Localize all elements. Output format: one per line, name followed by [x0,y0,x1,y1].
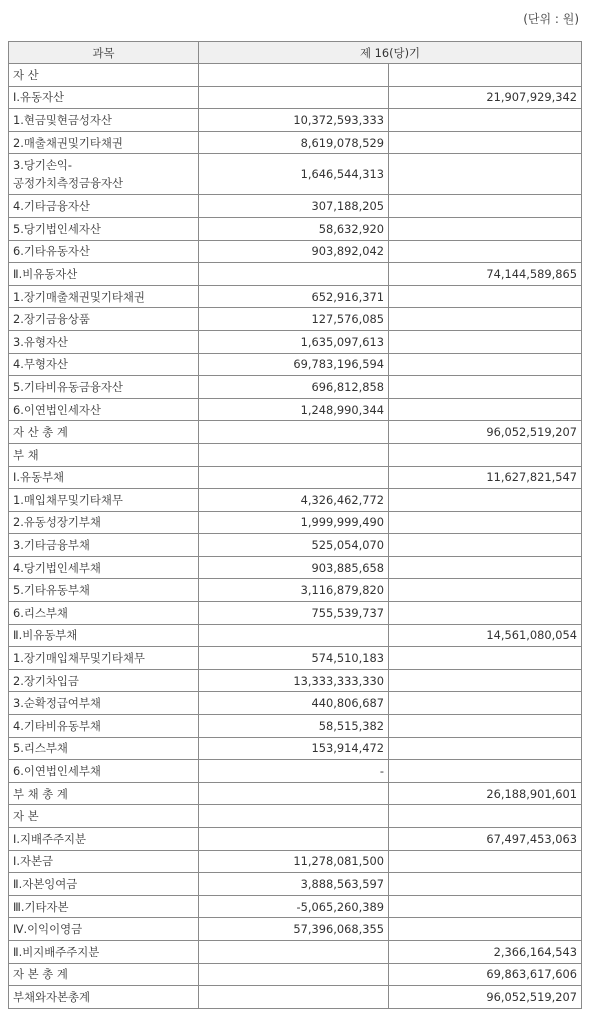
row-detail-amount: 11,278,081,500 [199,850,389,873]
table-row [9,669,582,692]
table-row [9,782,582,805]
row-detail-amount: 755,539,737 [199,602,389,625]
table-row [9,895,582,918]
row-detail-amount: 903,892,042 [199,240,389,263]
table-row [9,737,582,760]
row-label: 6.이연법인세자산 [9,398,199,421]
table-row [9,647,582,670]
row-total-amount [389,737,582,760]
header-period: 제 16(당)기 [199,42,582,64]
table-row [9,556,582,579]
row-total-amount [389,398,582,421]
row-detail-amount: 1,999,999,490 [199,511,389,534]
row-label: 4.무형자산 [9,353,199,376]
row-detail-amount: 58,632,920 [199,217,389,240]
row-label: 3.기타금융부채 [9,534,199,557]
row-label: 부채와자본총계 [9,986,199,1009]
table-row [9,86,582,109]
row-total-amount [389,895,582,918]
row-detail-amount [199,963,389,986]
table-row [9,534,582,557]
row-total-amount [389,873,582,896]
row-detail-amount: 3,888,563,597 [199,873,389,896]
table-row [9,64,582,87]
row-total-amount [389,647,582,670]
row-total-amount: 96,052,519,207 [389,986,582,1009]
row-label: 2.유동성장기부채 [9,511,199,534]
row-label: 6.기타유동자산 [9,240,199,263]
table-row [9,602,582,625]
row-total-amount [389,669,582,692]
row-label: 2.장기차입금 [9,669,199,692]
row-label: 부 채 [9,443,199,466]
row-label: Ⅰ.자본금 [9,850,199,873]
row-label: Ⅱ.비유동자산 [9,263,199,286]
row-detail-amount [199,64,389,87]
row-total-amount: 11,627,821,547 [389,466,582,489]
row-total-amount [389,715,582,738]
row-detail-amount: 58,515,382 [199,715,389,738]
row-total-amount [389,154,582,195]
row-label: Ⅲ.기타자본 [9,895,199,918]
row-detail-amount: 57,396,068,355 [199,918,389,941]
row-total-amount [389,511,582,534]
row-detail-amount: 307,188,205 [199,195,389,218]
row-detail-amount: 525,054,070 [199,534,389,557]
table-row [9,489,582,512]
row-total-amount [389,760,582,783]
row-detail-amount: 574,510,183 [199,647,389,670]
row-detail-amount: 1,248,990,344 [199,398,389,421]
row-detail-amount: 696,812,858 [199,376,389,399]
row-detail-amount [199,466,389,489]
table-row [9,308,582,331]
row-label: 4.기타금융자산 [9,195,199,218]
row-label: 3.순확정급여부채 [9,692,199,715]
table-row [9,873,582,896]
table-row [9,353,582,376]
row-label: 6.리스부채 [9,602,199,625]
row-total-amount [389,602,582,625]
row-total-amount: 69,863,617,606 [389,963,582,986]
row-label: 1.장기매출채권및기타채권 [9,285,199,308]
row-label: 5.기타비유동금융자산 [9,376,199,399]
row-detail-amount: 652,916,371 [199,285,389,308]
row-total-amount [389,285,582,308]
row-total-amount [389,534,582,557]
row-total-amount [389,195,582,218]
table-row [9,330,582,353]
row-detail-amount: 903,885,658 [199,556,389,579]
row-total-amount [389,376,582,399]
row-total-amount: 74,144,589,865 [389,263,582,286]
row-label: 6.이연법인세부채 [9,760,199,783]
table-row [9,963,582,986]
row-label: 5.당기법인세자산 [9,217,199,240]
row-total-amount [389,131,582,154]
table-row [9,421,582,444]
row-total-amount [389,692,582,715]
row-label: 5.기타유동부채 [9,579,199,602]
row-label-line2: 공정가치측정금융자산 [13,176,124,191]
table-row [9,195,582,218]
row-label: 자 본 [9,805,199,828]
table-row [9,240,582,263]
row-label: Ⅱ.자본잉여금 [9,873,199,896]
table-row [9,263,582,286]
row-total-amount [389,240,582,263]
header-subject: 과목 [9,42,199,64]
table-row [9,715,582,738]
row-label: 자 본 총 계 [9,963,199,986]
row-detail-amount: - [199,760,389,783]
row-total-amount: 2,366,164,543 [389,940,582,963]
row-detail-amount [199,421,389,444]
table-row [9,624,582,647]
row-total-amount [389,217,582,240]
table-row [9,940,582,963]
row-total-amount: 67,497,453,063 [389,828,582,851]
row-detail-amount [199,782,389,805]
row-label: Ⅱ.비유동부채 [9,624,199,647]
row-total-amount [389,443,582,466]
row-total-amount: 96,052,519,207 [389,421,582,444]
row-detail-amount [199,443,389,466]
row-detail-amount [199,624,389,647]
unit-label: (단위 : 원) [523,12,579,26]
table-row [9,760,582,783]
row-total-amount [389,308,582,331]
table-row [9,154,582,195]
row-detail-amount [199,805,389,828]
row-label: 자 산 총 계 [9,421,199,444]
table-row [9,398,582,421]
row-label: 4.당기법인세부채 [9,556,199,579]
balance-sheet-table [8,41,582,1009]
row-detail-amount: 4,326,462,772 [199,489,389,512]
row-detail-amount: 1,646,544,313 [199,154,389,195]
row-label: 2.매출채권및기타채권 [9,131,199,154]
row-label: 3.유형자산 [9,330,199,353]
row-label: 1.현금및현금성자산 [9,109,199,132]
table-row [9,466,582,489]
row-detail-amount [199,263,389,286]
row-label: 부 채 총 계 [9,782,199,805]
table-row [9,828,582,851]
table-row [9,285,582,308]
row-detail-amount: 127,576,085 [199,308,389,331]
table-body [9,64,582,1009]
table-row [9,217,582,240]
row-label-line1: 3.당기손익- [13,158,72,173]
row-total-amount [389,850,582,873]
row-label: Ⅰ.유동자산 [9,86,199,109]
row-detail-amount: 13,333,333,330 [199,669,389,692]
row-total-amount [389,353,582,376]
row-detail-amount: 1,635,097,613 [199,330,389,353]
row-detail-amount [199,828,389,851]
row-total-amount [389,579,582,602]
row-label: 2.장기금융상품 [9,308,199,331]
row-detail-amount: 153,914,472 [199,737,389,760]
row-detail-amount [199,86,389,109]
table-row [9,918,582,941]
row-detail-amount: 440,806,687 [199,692,389,715]
table-row [9,579,582,602]
table-row [9,805,582,828]
table-row [9,443,582,466]
table-row [9,109,582,132]
row-label: 4.기타비유동부채 [9,715,199,738]
row-total-amount: 26,188,901,601 [389,782,582,805]
row-detail-amount: -5,065,260,389 [199,895,389,918]
row-detail-amount: 69,783,196,594 [199,353,389,376]
row-total-amount [389,805,582,828]
row-total-amount [389,330,582,353]
row-total-amount [389,918,582,941]
row-label: 자 산 [9,64,199,87]
row-detail-amount: 8,619,078,529 [199,131,389,154]
row-total-amount: 21,907,929,342 [389,86,582,109]
row-label: 1.매입채무및기타채무 [9,489,199,512]
table-row [9,376,582,399]
row-label: 5.리스부채 [9,737,199,760]
row-total-amount [389,556,582,579]
row-label [9,154,199,195]
row-label: Ⅰ.지배주주지분 [9,828,199,851]
row-label: Ⅳ.이익이영금 [9,918,199,941]
row-total-amount [389,64,582,87]
table-row [9,986,582,1009]
row-label: 1.장기매입채무및기타채무 [9,647,199,670]
table-row [9,511,582,534]
row-label: Ⅱ.비지배주주지분 [9,940,199,963]
row-detail-amount: 10,372,593,333 [199,109,389,132]
row-detail-amount: 3,116,879,820 [199,579,389,602]
row-detail-amount [199,940,389,963]
row-total-amount [389,109,582,132]
row-label: Ⅰ.유동부채 [9,466,199,489]
table-row [9,850,582,873]
table-header-row [9,42,582,64]
row-total-amount: 14,561,080,054 [389,624,582,647]
row-total-amount [389,489,582,512]
table-row [9,692,582,715]
table-row [9,131,582,154]
row-detail-amount [199,986,389,1009]
